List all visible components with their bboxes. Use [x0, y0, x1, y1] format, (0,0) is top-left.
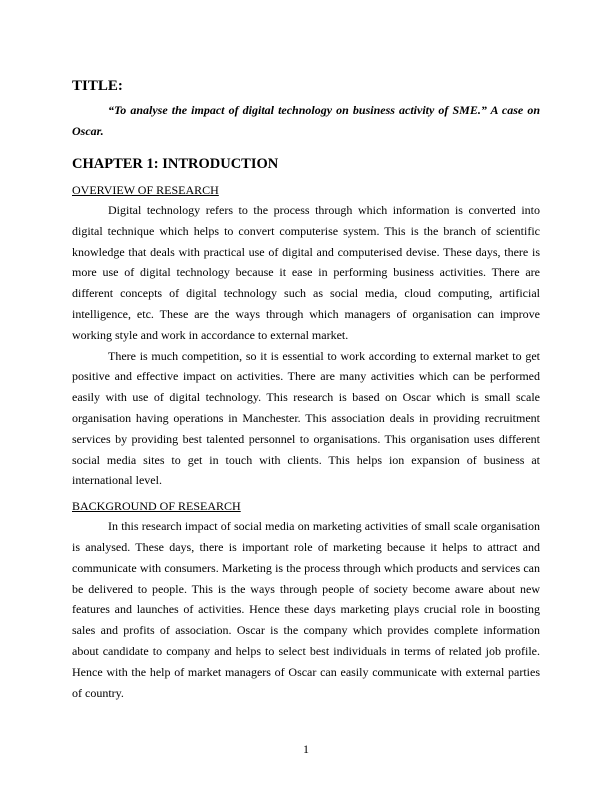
background-heading: BACKGROUND OF RESEARCH	[72, 499, 241, 514]
chapter-heading: CHAPTER 1: INTRODUCTION	[72, 156, 279, 172]
overview-heading: OVERVIEW OF RESEARCH	[72, 183, 219, 197]
overview-paragraph-2: There is much competition, so it is essential to work according to external market to get positive and effective impact on activities. There are many activities which can be performed easily with use of digital technology. This research is based on Oscar which is small scale organisation having operations in Manchester. This association deals in providing recruitment services by providing best talented personnel to organisations. This organisation uses different social media sites to get in touch with clients. This helps ion expansion of business at international level.	[72, 348, 540, 488]
title-label: TITLE:	[72, 78, 123, 94]
overview-paragraph-1: Digital technology refers to the process through which information is converted into digital technique which helps to convert computerise system. This is the branch of scientific knowledge that deals with practical use of digital and computerised devise. These days, there is more use of digital technology because it ease in performing business activities. There are different concepts of digital technology such as social media, cloud computing, artificial intelligence, etc. These are the ways through which managers of organisation can improve working style and work in accordance to external market.	[72, 203, 540, 342]
page-number: 1	[303, 742, 309, 756]
document-page	[72, 76, 540, 703]
background-paragraph-1: In this research impact of social media on marketing activities of small scale organisation is analysed. These days, there is important role of marketing because it helps to attract and communicate with consumers. Marketing is the process through which products and services can be delivered to people. This is the ways through people of society become aware about new features and launches of activities. Hence these days marketing plays crucial role in boosting sales and profits of association. Oscar is the company which provides complete information about candidate to company and helps to select best individuals in terms of related job profile. Hence with the help of market managers of Oscar can easily communicate with external parties of country.	[72, 519, 540, 700]
document-title: “To analyse the impact of digital technology on business activity of SME.” A case on Oscar.	[72, 103, 540, 138]
